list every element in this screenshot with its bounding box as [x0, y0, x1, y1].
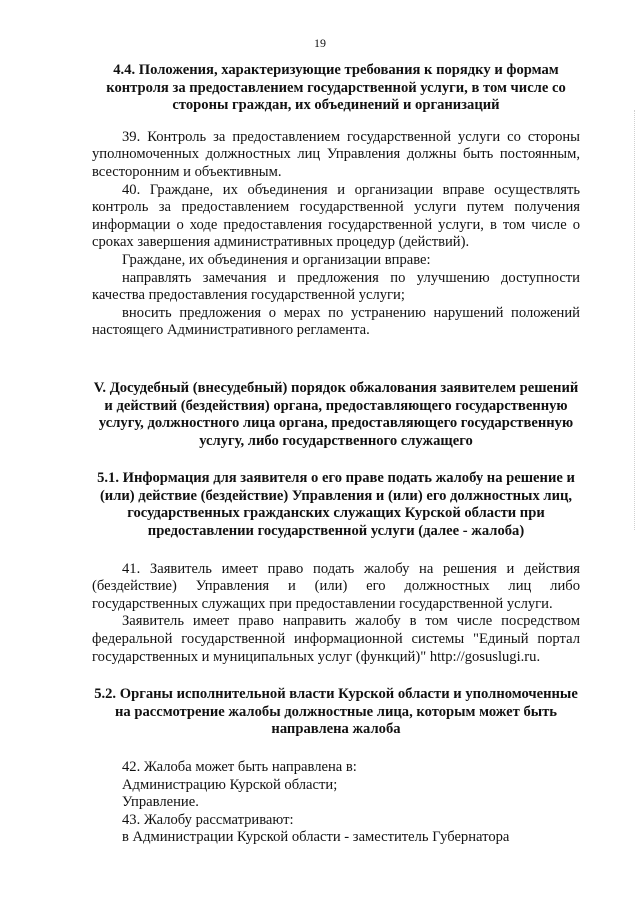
paragraph-42-item-1: Администрацию Курской области; — [122, 776, 338, 793]
paragraph-43-item-1: в Администрации Курской области - заместитель Губернатора — [122, 829, 510, 846]
paragraph-40: 40. Граждане, их объединения и организации вправе осуществлять контроль за предоставлением государственной услуги путем получения информации о ходе предоставления государственной услуги, в том числе о сроках завершения административных процедур (действий). — [92, 181, 580, 251]
page-number: 19 — [314, 36, 326, 50]
paragraph-42: 42. Жалоба может быть направлена в: — [122, 759, 357, 775]
section-4-4-heading: 4.4. Положения, характеризующие требования к порядку и формам контроля за предоставлением государственной услуги, в том числе со стороны граждан, их объединений и организаций — [106, 62, 566, 114]
paragraph-43: 43. Жалобу рассматривают: — [122, 811, 294, 828]
paragraph-39: 39. Контроль за предоставлением государственной услуги со стороны уполномоченных должностных лиц Управления должны быть постоянным, всесторонним и объективным. — [92, 128, 580, 180]
scan-edge-marks — [634, 110, 638, 530]
section-5-2-heading: 5.2. Органы исполнительной власти Курской области и уполномоченные на рассмотрение жалобы должностные лица, которым может быть направлена жалоба — [94, 686, 578, 738]
paragraph-41: 41. Заявитель имеет право подать жалобу на решения и действия (бездействие) Управления и (или) его должностных лиц либо государственных служащих при предоставлении государственной услуги. — [92, 560, 580, 612]
paragraph-rights-intro: Граждане, их объединения и организации вправе: — [122, 251, 431, 268]
paragraph-42-item-2: Управление. — [122, 794, 199, 811]
document-body — [92, 62, 580, 847]
section-5-heading: V. Досудебный (внесудебный) порядок обжалования заявителем решений и действий (бездействия) органа, предоставляющего государственную услугу, должностного лица органа, предоставляющего государственную услугу, либо государственного служащего — [93, 379, 579, 449]
section-5-1-heading: 5.1. Информация для заявителя о его праве подать жалобу на решение и (или) действие (бездействие) Управления и (или) его должностных лиц, государственных гражданских служащих Курской области при предоставлении государственной услуги (далее - жалоба) — [97, 470, 575, 540]
paragraph-rights-item-1: направлять замечания и предложения по улучшению доступности качества предоставления государственной услуги; — [92, 269, 580, 304]
paragraph-rights-item-2: вносить предложения о мерах по устранению нарушений положений настоящего Административного регламента. — [92, 304, 580, 339]
paragraph-portal: Заявитель имеет право направить жалобу в том числе посредством федеральной государственной информационной системы "Единый портал государственных и муниципальных услуг (функций)" http://gosuslugi.ru. — [92, 613, 580, 665]
